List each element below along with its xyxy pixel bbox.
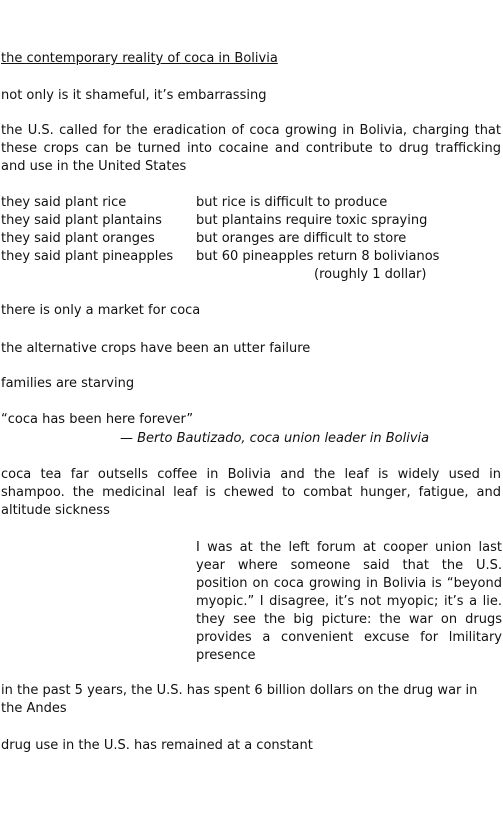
alternatives-dollar-note: (roughly 1 dollar) [314, 267, 427, 282]
paragraph-market: there is only a market for coca [1, 303, 201, 318]
alternative-but-oranges: but oranges are difficult to store [196, 231, 407, 246]
aside-left-forum: I was at the left forum at cooper union last year where someone said that the U.S. position on coca growing in Bolivia is “beyond myopic.” I disagree, it’s not myopic; it’s a lie. they see the big picture: the war on drugs provides a convenient excuse for lmilitary presence [196, 540, 502, 663]
quote-text: “coca has been here forever” [1, 412, 194, 427]
alternative-said-plantains: they said plant plantains [1, 213, 162, 228]
paragraph-drug-use: drug use in the U.S. has remained at a constant [1, 738, 313, 753]
alternative-but-pineapples: but 60 pineapples return 8 bolivianos [196, 249, 440, 264]
quote-attribution-line [120, 430, 429, 448]
paragraph-spending: in the past 5 years, the U.S. has spent 6 billion dollars on the drug war in the Andes [1, 683, 478, 716]
paragraph-coca-uses: coca tea far outsells coffee in Bolivia and the leaf is widely used in shampoo. the medicinal leaf is chewed to combat hunger, fatigue, and altitude sickness [1, 467, 501, 518]
paragraph-starving: families are starving [1, 376, 135, 391]
quote-attribution: Berto Bautizado, coca union leader in Bolivia [137, 431, 430, 446]
paragraph-failure: the alternative crops have been an utter failure [1, 341, 311, 356]
alternative-said-rice: they said plant rice [1, 195, 127, 210]
alternative-said-pineapples: they said plant pineapples [1, 249, 174, 264]
alternative-but-rice: but rice is difficult to produce [196, 195, 388, 210]
alternative-said-oranges: they said plant oranges [1, 231, 155, 246]
paragraph-shameful: not only is it shameful, it’s embarrassing [1, 88, 267, 103]
document-title: the contemporary reality of coca in Bolivia [1, 51, 278, 66]
paragraph-eradication: the U.S. called for the eradication of coca growing in Bolivia, charging that these crops can be turned into cocaine and contribute to drug trafficking and use in the United States [1, 123, 501, 174]
alternative-but-plantains: but plantains require toxic spraying [196, 213, 428, 228]
quote-dash: — [120, 431, 138, 446]
